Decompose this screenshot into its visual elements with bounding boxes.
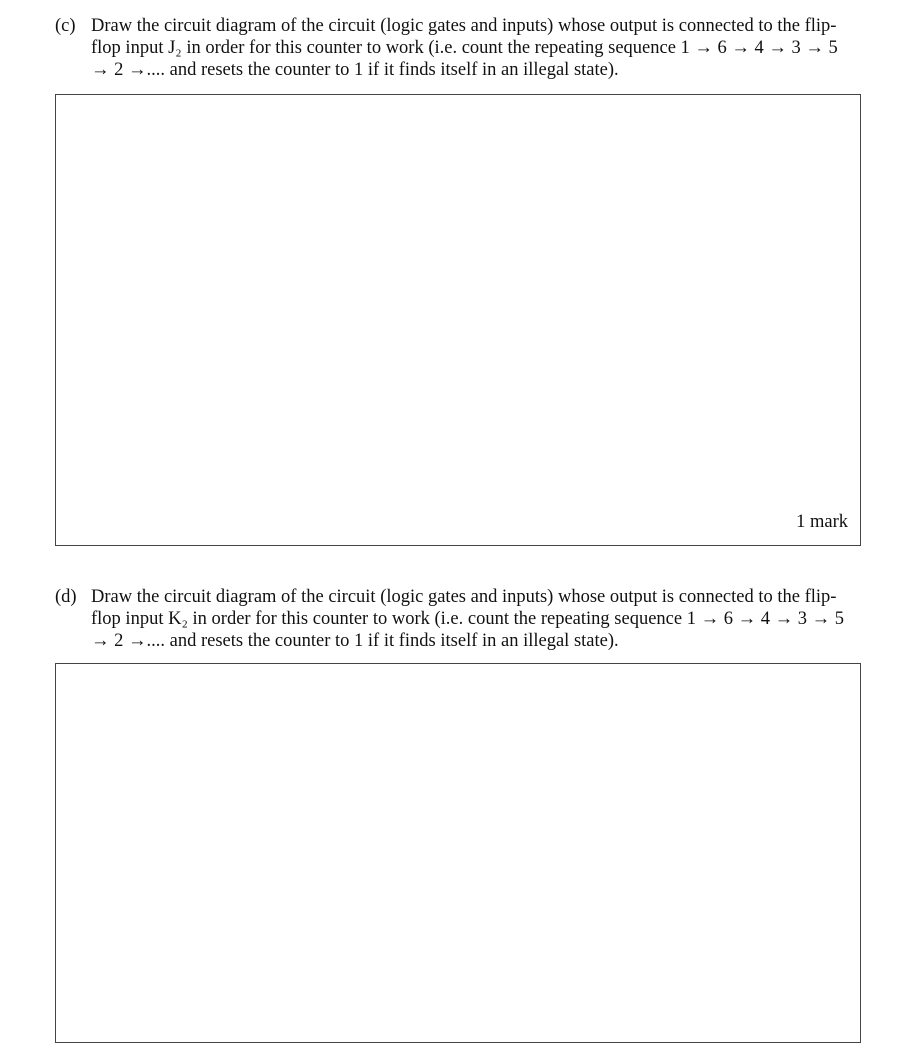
question-c-line: → 2 →.... and resets the counter to 1 if it finds itself in an illegal state). bbox=[91, 60, 619, 80]
question-d-line: → 2 →.... and resets the counter to 1 if it finds itself in an illegal state). bbox=[91, 631, 619, 651]
answer-box-c[interactable] bbox=[55, 94, 861, 546]
question-d-label: (d) bbox=[55, 587, 77, 607]
question-d bbox=[55, 586, 905, 652]
question-d-text bbox=[91, 586, 901, 652]
question-d-line: Draw the circuit diagram of the circuit (logic gates and inputs) whose output is connected to the flip- bbox=[91, 587, 837, 607]
answer-box-d[interactable] bbox=[55, 663, 861, 1043]
question-c-line: flop input J₂ in order for this counter to work (i.e. count the repeating sequence 1 → 6 → 4 → 3 → 5 bbox=[91, 38, 838, 58]
question-d-line: flop input K₂ in order for this counter to work (i.e. count the repeating sequence 1 → 6 → 4 → 3 → 5 bbox=[91, 609, 844, 629]
question-c-text bbox=[91, 15, 901, 81]
question-c-label: (c) bbox=[55, 16, 76, 36]
question-c-line: Draw the circuit diagram of the circuit (logic gates and inputs) whose output is connected to the flip- bbox=[91, 16, 837, 36]
question-c bbox=[55, 15, 905, 81]
mark-label: 1 mark bbox=[796, 512, 848, 532]
